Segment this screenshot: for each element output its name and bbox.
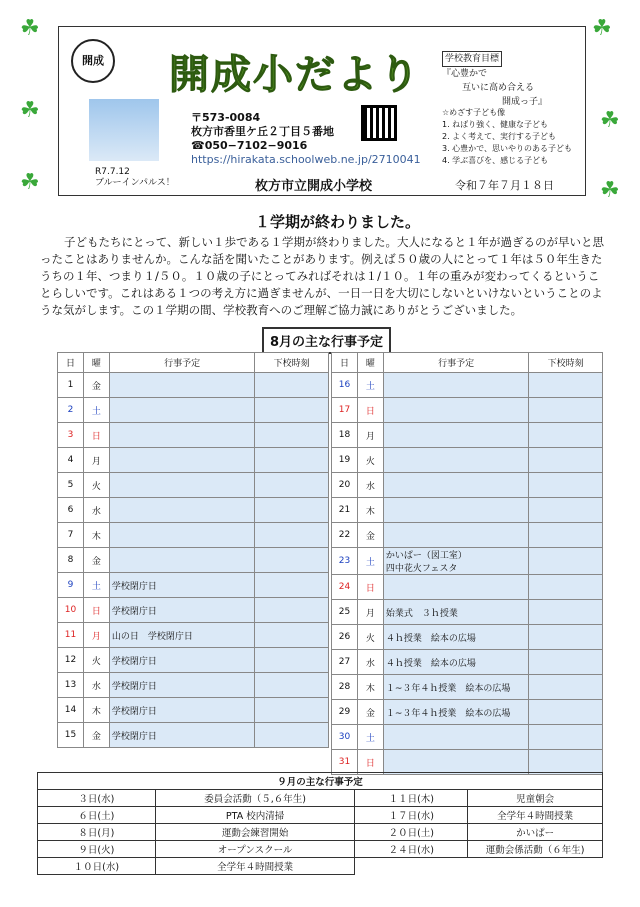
table-row	[332, 548, 603, 575]
dismissal-cell	[529, 700, 603, 725]
event-cell: ４ｈ授業 絵本の広場	[383, 625, 528, 650]
table-row	[38, 807, 603, 824]
dismissal-cell	[255, 373, 329, 398]
event-cell	[109, 498, 254, 523]
event-cell: かいぱー（図工室） 四中花火フェスタ	[383, 548, 528, 575]
dismissal-cell	[529, 575, 603, 600]
children-item: 4. 学ぶ喜びを、感じる子ども	[442, 156, 549, 165]
dismissal-cell	[255, 648, 329, 673]
day-cell: 10	[58, 598, 84, 623]
table-row	[332, 473, 603, 498]
table-row	[38, 824, 603, 841]
event-cell	[383, 575, 528, 600]
dismissal-cell	[255, 673, 329, 698]
day-cell: 8	[58, 548, 84, 573]
col-day: 日	[332, 353, 358, 373]
day-cell: 3	[58, 423, 84, 448]
event-cell	[109, 398, 254, 423]
day-cell: 25	[332, 600, 358, 625]
weekday-cell: 金	[357, 523, 383, 548]
weekday-cell: 土	[357, 373, 383, 398]
weekday-cell: 月	[83, 623, 109, 648]
table-row	[58, 473, 329, 498]
event-cell	[109, 473, 254, 498]
table-row	[332, 625, 603, 650]
date-cell: ２４日(水)	[355, 841, 468, 858]
event-cell: PTA 校内清掃	[155, 807, 355, 824]
date-cell: １１日(木)	[355, 790, 468, 807]
dismissal-cell	[255, 423, 329, 448]
newsletter-title: 開成小だより	[169, 52, 421, 98]
event-cell	[383, 498, 528, 523]
children-item: 1. ねばり強く、健康な子ども	[442, 120, 549, 129]
event-cell	[383, 725, 528, 750]
weekday-cell: 火	[357, 448, 383, 473]
dismissal-cell	[255, 723, 329, 748]
day-cell: 24	[332, 575, 358, 600]
september-title: ９月の主な行事予定	[38, 773, 603, 790]
day-cell: 19	[332, 448, 358, 473]
event-cell	[109, 423, 254, 448]
dismissal-cell	[529, 523, 603, 548]
children-item: 3. 心豊かで、思いやりのある子ども	[442, 144, 573, 153]
table-row	[58, 723, 329, 748]
col-event: 行事予定	[109, 353, 254, 373]
event-cell: かいぱー	[468, 824, 603, 841]
col-weekday: 曜	[83, 353, 109, 373]
weekday-cell: 月	[357, 423, 383, 448]
blue-impulse-photo	[89, 99, 159, 161]
weekday-cell: 火	[357, 625, 383, 650]
date-cell: ２０日(土)	[355, 824, 468, 841]
goal-line: 互いに高め合える	[462, 83, 535, 93]
dismissal-cell	[529, 423, 603, 448]
table-row	[332, 398, 603, 423]
day-cell: 17	[332, 398, 358, 423]
weekday-cell: 木	[83, 523, 109, 548]
date-cell: １０日(水)	[38, 858, 156, 875]
weekday-cell: 日	[357, 575, 383, 600]
event-cell	[383, 398, 528, 423]
children-title: ☆めざす子ども像	[442, 108, 506, 117]
weekday-cell: 金	[357, 700, 383, 725]
photo-label: ブルーインパルス！	[95, 178, 175, 188]
table-row	[332, 750, 603, 775]
event-cell	[383, 373, 528, 398]
clover-icon: ☘	[20, 16, 40, 41]
dismissal-cell	[255, 523, 329, 548]
col-weekday: 曜	[357, 353, 383, 373]
weekday-cell: 火	[83, 648, 109, 673]
goal-title: 学校教育目標	[442, 51, 502, 67]
dismissal-cell	[255, 698, 329, 723]
table-row	[332, 675, 603, 700]
event-cell: 学校閉庁日	[109, 673, 254, 698]
weekday-cell: 水	[83, 673, 109, 698]
event-cell	[383, 523, 528, 548]
table-row	[58, 398, 329, 423]
dismissal-cell	[529, 398, 603, 423]
table-row	[332, 700, 603, 725]
issue-date: 令和７年７月１８日	[455, 179, 554, 192]
goal-line: 『心豊かで	[442, 69, 488, 79]
col-dismissal: 下校時刻	[529, 353, 603, 373]
table-row	[58, 648, 329, 673]
date-cell: ９日(火)	[38, 841, 156, 858]
event-cell: 児童朝会	[468, 790, 603, 807]
august-schedule-left	[57, 352, 329, 748]
children-item: 2. よく考えて、実行する子ども	[442, 132, 557, 141]
table-row	[332, 373, 603, 398]
weekday-cell: 日	[83, 598, 109, 623]
photo-date: R7.7.12	[95, 167, 130, 177]
day-cell: 14	[58, 698, 84, 723]
august-schedule-title: 8月の主な行事予定	[262, 327, 391, 354]
dismissal-cell	[255, 548, 329, 573]
col-day: 日	[58, 353, 84, 373]
table-row	[58, 598, 329, 623]
dismissal-cell	[529, 750, 603, 775]
weekday-cell: 木	[357, 675, 383, 700]
event-cell: 運動会係活動（６年生)	[468, 841, 603, 858]
dismissal-cell	[255, 448, 329, 473]
event-cell: 学校閉庁日	[109, 723, 254, 748]
dismissal-cell	[529, 600, 603, 625]
weekday-cell: 水	[83, 498, 109, 523]
day-cell: 1	[58, 373, 84, 398]
weekday-cell: 水	[357, 650, 383, 675]
table-row	[58, 673, 329, 698]
dismissal-cell	[529, 498, 603, 523]
qr-code	[361, 105, 397, 141]
photo-caption	[95, 167, 175, 189]
day-cell: 12	[58, 648, 84, 673]
dismissal-cell	[529, 675, 603, 700]
weekday-cell: 土	[83, 573, 109, 598]
table-row	[38, 858, 603, 875]
day-cell: 30	[332, 725, 358, 750]
event-cell	[109, 548, 254, 573]
table-row	[58, 573, 329, 598]
dismissal-cell	[255, 598, 329, 623]
weekday-cell: 木	[83, 698, 109, 723]
day-cell: 18	[332, 423, 358, 448]
day-cell: 7	[58, 523, 84, 548]
dismissal-cell	[529, 650, 603, 675]
day-cell: 6	[58, 498, 84, 523]
table-row	[58, 373, 329, 398]
date-cell: １７日(水)	[355, 807, 468, 824]
day-cell: 9	[58, 573, 84, 598]
dismissal-cell	[529, 448, 603, 473]
day-cell: 29	[332, 700, 358, 725]
weekday-cell: 金	[83, 723, 109, 748]
event-cell	[109, 373, 254, 398]
table-row	[332, 523, 603, 548]
event-cell: １~３年４ｈ授業 絵本の広場	[383, 675, 528, 700]
table-row	[332, 575, 603, 600]
table-row	[332, 498, 603, 523]
weekday-cell: 金	[83, 373, 109, 398]
august-schedule-right	[331, 352, 603, 775]
day-cell: 20	[332, 473, 358, 498]
clover-icon: ☘	[592, 16, 612, 41]
event-cell: 全学年４時間授業	[155, 858, 355, 875]
table-row	[332, 725, 603, 750]
table-row	[38, 790, 603, 807]
day-cell: 15	[58, 723, 84, 748]
table-row	[332, 423, 603, 448]
col-event: 行事予定	[383, 353, 528, 373]
newsletter-header	[58, 26, 586, 196]
weekday-cell: 月	[357, 600, 383, 625]
dismissal-cell	[255, 398, 329, 423]
event-cell: ４ｈ授業 絵本の広場	[383, 650, 528, 675]
event-cell	[383, 448, 528, 473]
clover-icon: ☘	[20, 98, 40, 123]
weekday-cell: 土	[83, 398, 109, 423]
day-cell: 16	[332, 373, 358, 398]
event-cell	[109, 523, 254, 548]
weekday-cell: 火	[83, 473, 109, 498]
table-row	[58, 498, 329, 523]
day-cell: 23	[332, 548, 358, 575]
event-cell: 運動会練習開始	[155, 824, 355, 841]
day-cell: 2	[58, 398, 84, 423]
article-headline: １学期が終わりました。	[255, 213, 421, 231]
day-cell: 13	[58, 673, 84, 698]
weekday-cell: 日	[83, 423, 109, 448]
event-cell: 学校閉庁日	[109, 648, 254, 673]
table-row	[332, 448, 603, 473]
event-cell: オープンスクール	[155, 841, 355, 858]
clover-icon: ☘	[600, 108, 620, 133]
article-body: 子どもたちにとって、新しい１歩である１学期が終わりました。大人になると１年が過ぎるのが早いと思ったことはありませんか。こんな話を聞いたことがあります。例えば５０歳の人にとって１年は５０年生きたうちの１年、つまり１/５０。１０歳の子にとってみればそれは１/１０。１年の重みが変わってくるということらしいです。これはある１つの考え方に過ぎませんが、一日一日を大切にしないといけないということのような気がします。この１学期の間、学校教育へのご理解ご協力誠にありがとうございました。	[40, 235, 605, 317]
day-cell: 4	[58, 448, 84, 473]
table-row	[58, 698, 329, 723]
day-cell: 31	[332, 750, 358, 775]
event-cell	[109, 448, 254, 473]
event-cell	[468, 858, 603, 875]
table-row	[332, 600, 603, 625]
date-cell: ８日(月)	[38, 824, 156, 841]
postal-code: 〒573-0084	[191, 111, 261, 124]
dismissal-cell	[529, 473, 603, 498]
weekday-cell: 日	[357, 750, 383, 775]
dismissal-cell	[529, 548, 603, 575]
education-goal	[442, 51, 582, 109]
dismissal-cell	[529, 373, 603, 398]
event-cell: 始業式 ３ｈ授業	[383, 600, 528, 625]
weekday-cell: 月	[83, 448, 109, 473]
ideal-children	[442, 107, 582, 167]
weekday-cell: 土	[357, 725, 383, 750]
weekday-cell: 日	[357, 398, 383, 423]
event-cell	[383, 423, 528, 448]
school-url-link[interactable]: https://hirakata.schoolweb.ne.jp/2710041	[191, 153, 421, 166]
event-cell: 学校閉庁日	[109, 698, 254, 723]
event-cell: １~３年４ｈ授業 絵本の広場	[383, 700, 528, 725]
day-cell: 11	[58, 623, 84, 648]
date-cell: ６日(土)	[38, 807, 156, 824]
school-logo: 開成	[71, 39, 115, 83]
street-address: 枚方市香里ケ丘２丁目５番地	[191, 125, 334, 138]
weekday-cell: 水	[357, 473, 383, 498]
event-cell	[383, 473, 528, 498]
table-row	[58, 423, 329, 448]
clover-icon: ☘	[600, 178, 620, 203]
day-cell: 21	[332, 498, 358, 523]
school-name: 枚方市立開成小学校	[255, 179, 373, 194]
weekday-cell: 木	[357, 498, 383, 523]
day-cell: 26	[332, 625, 358, 650]
dismissal-cell	[255, 473, 329, 498]
weekday-cell: 土	[357, 548, 383, 575]
event-cell: 学校閉庁日	[109, 573, 254, 598]
dismissal-cell	[255, 573, 329, 598]
phone-number: ☎050−7102−9016	[191, 139, 308, 152]
dismissal-cell	[255, 498, 329, 523]
table-row	[58, 623, 329, 648]
clover-icon: ☘	[20, 170, 40, 195]
date-cell	[355, 858, 468, 875]
table-row	[332, 650, 603, 675]
dismissal-cell	[529, 625, 603, 650]
day-cell: 27	[332, 650, 358, 675]
table-row	[38, 841, 603, 858]
date-cell: ３日(水)	[38, 790, 156, 807]
dismissal-cell	[255, 623, 329, 648]
day-cell: 28	[332, 675, 358, 700]
day-cell: 5	[58, 473, 84, 498]
table-row	[58, 548, 329, 573]
september-schedule	[37, 772, 603, 875]
event-cell: 委員会活動（５,６年生)	[155, 790, 355, 807]
col-dismissal: 下校時刻	[255, 353, 329, 373]
weekday-cell: 金	[83, 548, 109, 573]
dismissal-cell	[529, 725, 603, 750]
event-cell: 山の日 学校閉庁日	[109, 623, 254, 648]
day-cell: 22	[332, 523, 358, 548]
goal-line: 開成っ子』	[502, 97, 548, 107]
table-row	[58, 448, 329, 473]
table-row	[58, 523, 329, 548]
event-cell: 学校閉庁日	[109, 598, 254, 623]
event-cell: 全学年４時間授業	[468, 807, 603, 824]
event-cell	[383, 750, 528, 775]
